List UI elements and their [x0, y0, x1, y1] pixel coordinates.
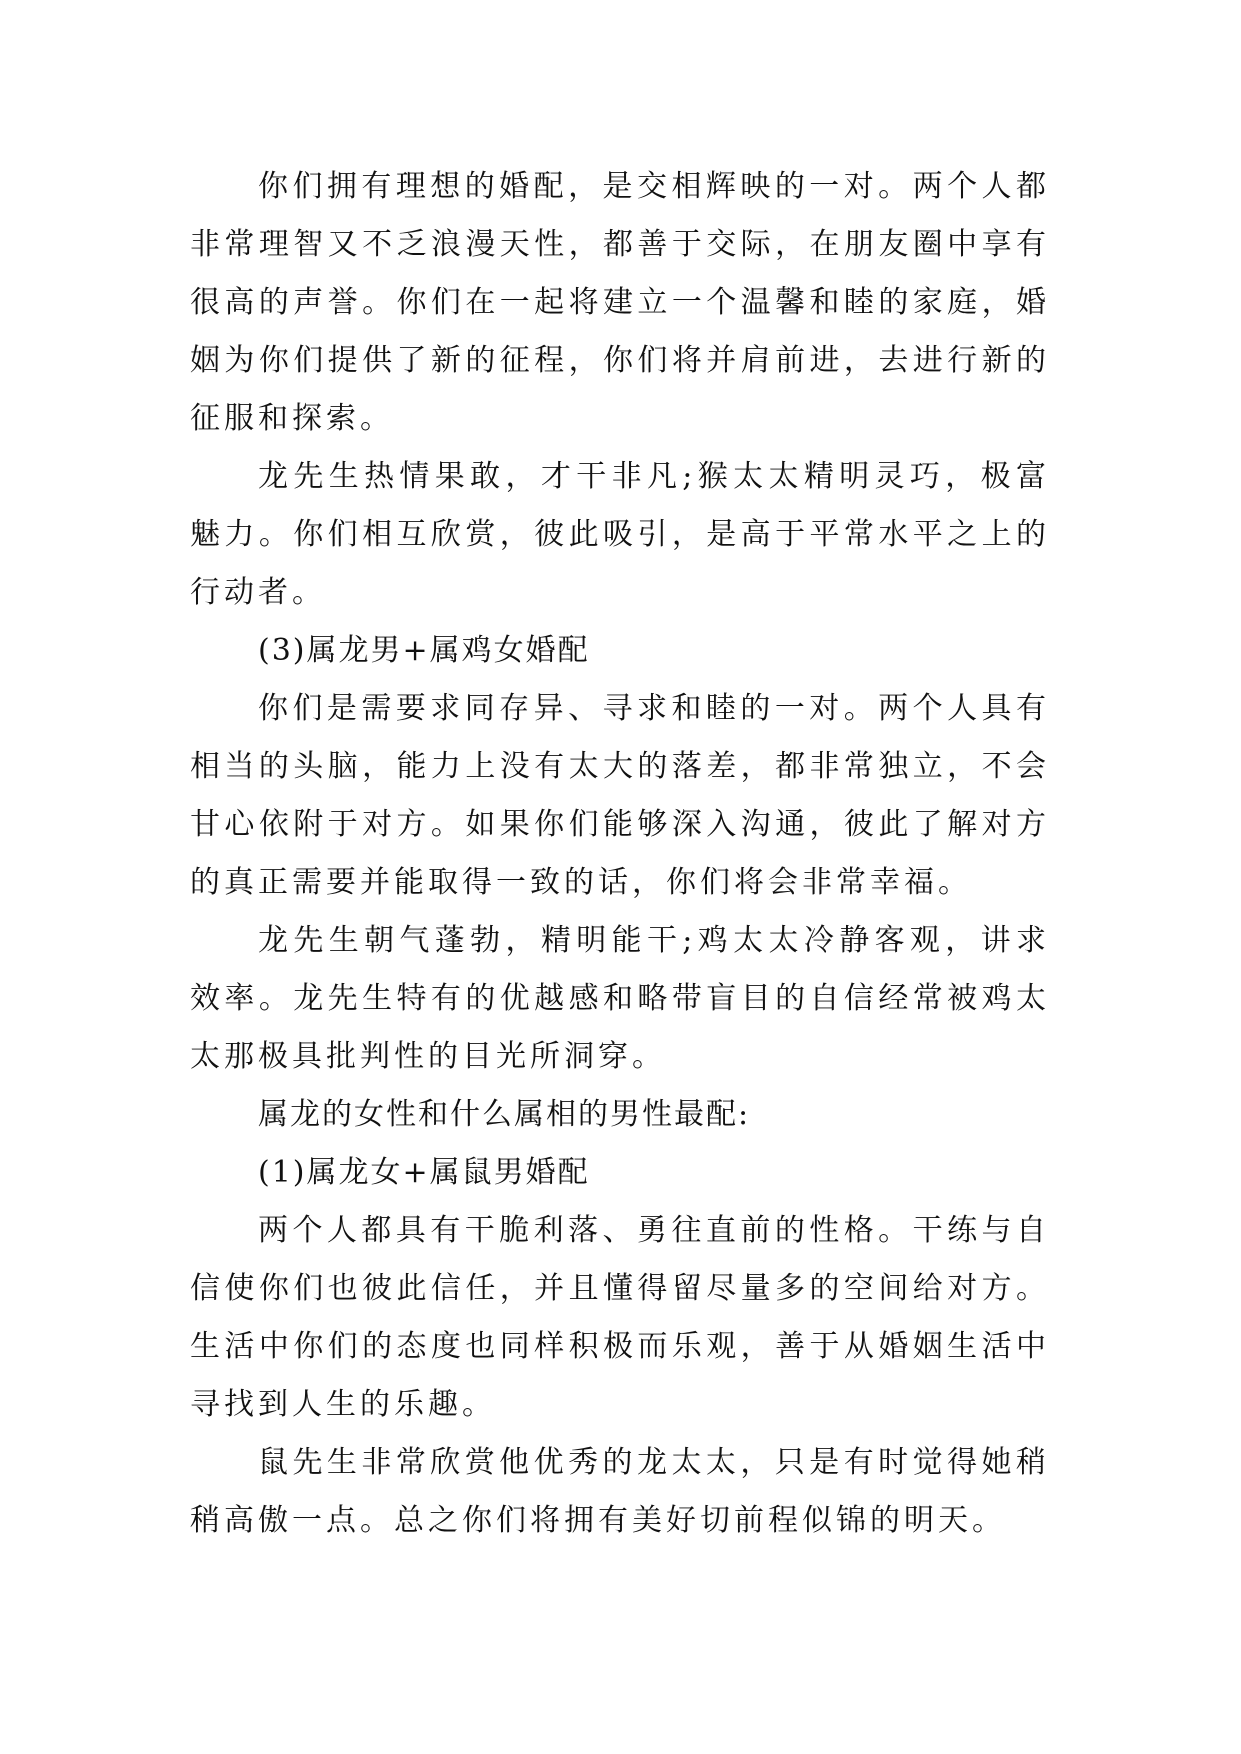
section-heading-3: (3)属龙男+属鸡女婚配: [258, 633, 590, 668]
section-heading-1: (1)属龙女+属鼠男婚配: [258, 1155, 590, 1190]
paragraph-1: 你们拥有理想的婚配，是交相辉映的一对。两个人都非常理智又不乏浪漫天性，都善于交际，在朋友圈中享有很高的声誉。你们在一起将建立一个温馨和睦的家庭，婚姻为你们提供了新的征程，你们将并肩前进，去进行新的征服和探索。: [190, 169, 1050, 436]
document-body: [190, 158, 1050, 1550]
paragraph-5: 两个人都具有干脆利落、勇往直前的性格。干练与自信使你们也彼此信任，并且懂得留尽量多的空间给对方。生活中你们的态度也同样积极而乐观，善于从婚姻生活中寻找到人生的乐趣。: [190, 1213, 1050, 1422]
paragraph-3: 你们是需要求同存异、寻求和睦的一对。两个人具有相当的头脑，能力上没有太大的落差，都非常独立，不会甘心依附于对方。如果你们能够深入沟通，彼此了解对方的真正需要并能取得一致的话，你们将会非常幸福。: [190, 691, 1050, 900]
section-heading-female: 属龙的女性和什么属相的男性最配:: [258, 1097, 751, 1132]
paragraph-2: 龙先生热情果敢，才干非凡;猴太太精明灵巧，极富魅力。你们相互欣赏，彼此吸引，是高于平常水平之上的行动者。: [190, 459, 1050, 610]
paragraph-4: 龙先生朝气蓬勃，精明能干;鸡太太冷静客观，讲求效率。龙先生特有的优越感和略带盲目的自信经常被鸡太太那极具批判性的目光所洞穿。: [190, 923, 1050, 1074]
paragraph-6: 鼠先生非常欣赏他优秀的龙太太，只是有时觉得她稍稍高傲一点。总之你们将拥有美好切前程似锦的明天。: [190, 1445, 1050, 1538]
